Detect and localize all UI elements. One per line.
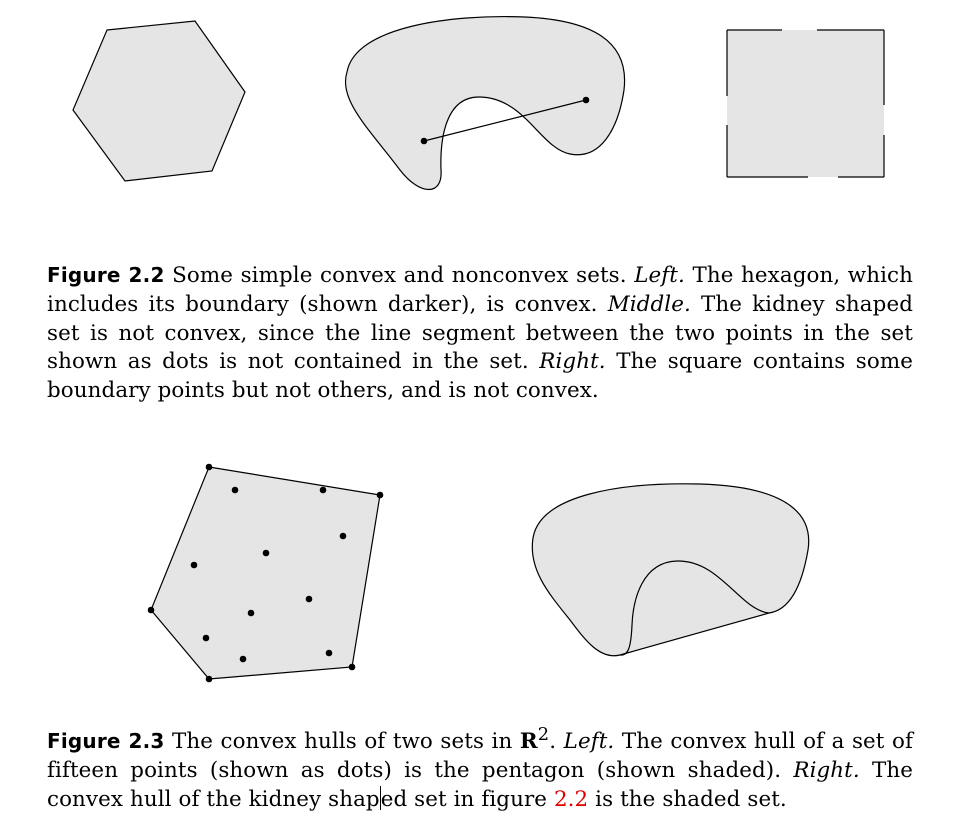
figure-2-3-graphic	[0, 450, 954, 710]
caption-left-label: Left.	[634, 263, 685, 288]
point-dot	[340, 533, 347, 540]
figure-label: Figure 2.2	[47, 263, 165, 287]
point-dot	[306, 596, 313, 603]
figure-2-2-graphic	[0, 0, 954, 240]
point-dot	[232, 487, 239, 494]
caption-text: The square contains some boundary points but not others, and is not convex.	[47, 349, 913, 404]
figure-2-3-caption	[47, 721, 913, 815]
kidney-hull	[532, 484, 808, 656]
caption-text: ed set in figure	[380, 786, 554, 812]
point-dot	[421, 138, 428, 145]
point-dot	[148, 607, 155, 614]
point-dot	[191, 562, 198, 569]
caption-right-label: Right.	[793, 757, 860, 783]
point-dot	[206, 676, 213, 683]
square-set	[727, 30, 884, 177]
caption-text: The convex hull of the kidney shap	[47, 757, 914, 812]
point-dot	[203, 635, 210, 642]
kidney-set	[345, 17, 624, 190]
caption-text: The convex hull of a set of fifteen points (shown as dots) is the pentagon (shown shaded).	[47, 729, 913, 783]
figure-2-2-caption	[47, 261, 913, 406]
caption-text: .	[549, 729, 564, 755]
caption-left-label: Left.	[563, 729, 615, 755]
point-dot	[349, 664, 356, 671]
caption-right-label: Right.	[539, 349, 606, 375]
pentagon-hull	[151, 467, 380, 679]
caption-text: The convex hulls of two sets in	[164, 729, 520, 755]
math-superscript: 2	[537, 724, 550, 745]
figure-label: Figure 2.3	[47, 729, 165, 754]
point-dot	[583, 97, 590, 104]
figure-reference-link[interactable]: 2.2	[553, 786, 589, 812]
point-dot	[248, 610, 255, 617]
point-dot	[320, 487, 327, 494]
point-dot	[263, 550, 270, 557]
caption-text: The kidney shaped set is not convex, since the line segment between the two points in the set shown as dots is not contained in the set.	[47, 291, 914, 375]
point-dot	[377, 492, 384, 499]
caption-text: Some simple convex and nonconvex sets.	[164, 263, 635, 288]
point-dot	[326, 650, 333, 657]
math-R: R	[519, 729, 538, 755]
figure-2-3	[0, 450, 954, 710]
figure-2-2	[0, 0, 954, 240]
caption-middle-label: Middle.	[607, 291, 691, 317]
hexagon-set	[73, 21, 245, 181]
point-dot	[240, 656, 247, 663]
caption-text: is the shaded set.	[588, 786, 787, 812]
point-dot	[206, 464, 213, 471]
caption-text: The hexagon, which includes its boundary (shown darker), is convex.	[47, 263, 913, 317]
